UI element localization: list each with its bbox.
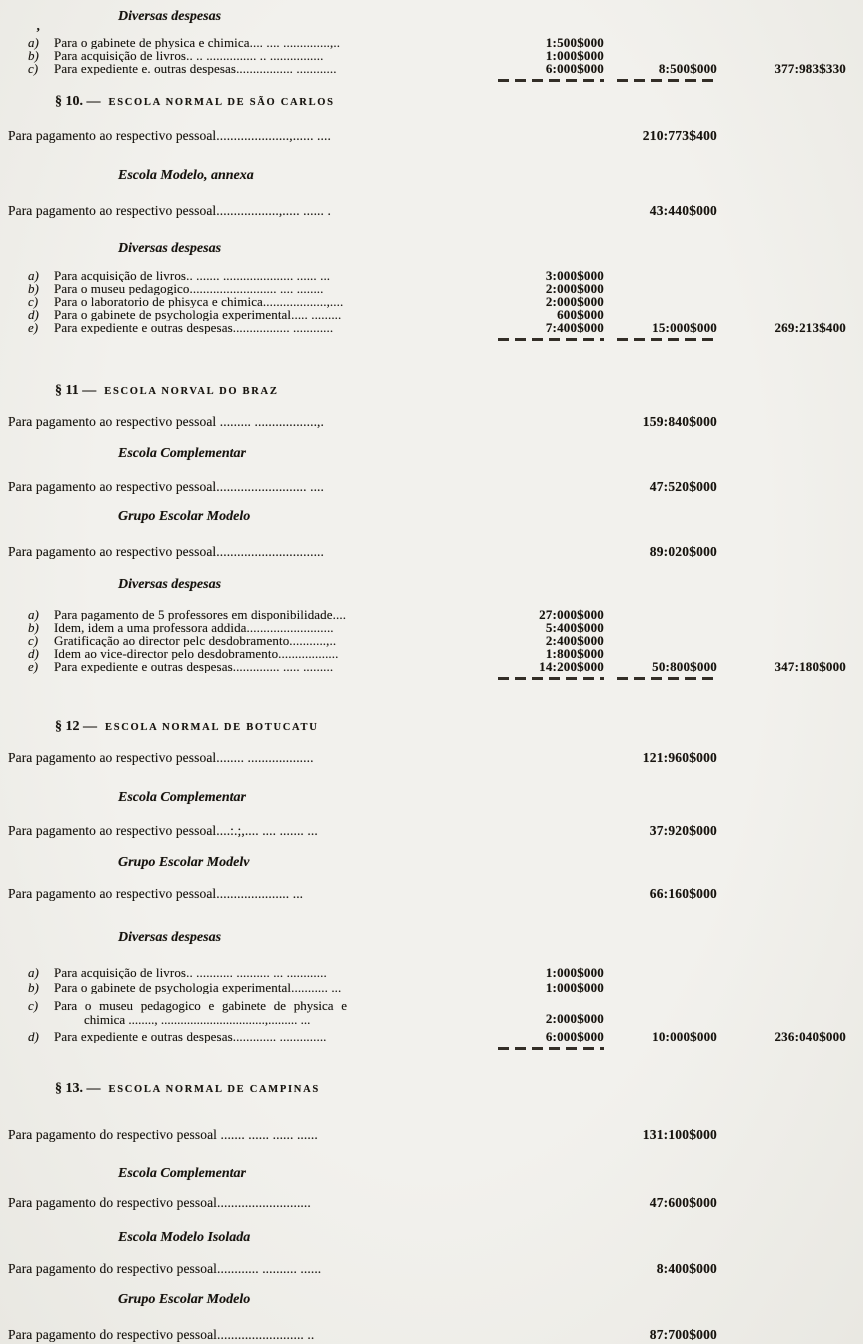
entry-letter: c) [28, 294, 39, 309]
section-title: ESCOLA NORMAL DE BOTUCATU [105, 722, 319, 733]
entry-amount-col3: 377:983$330 [774, 61, 846, 76]
expense-entry-row [0, 660, 863, 673]
dashed-rule-col2 [617, 677, 719, 680]
section-title: ESCOLA NORMAL DE CAMPINAS [108, 1084, 320, 1095]
section-heading-row [0, 95, 863, 110]
payment-line-row [0, 415, 863, 429]
subheading-row [0, 856, 863, 870]
expense-entry-row [0, 282, 863, 295]
section-title: ESCOLA NORMAL DE SÃO CARLOS [108, 97, 335, 108]
entry-letter: b) [28, 281, 39, 296]
entry-letter: d) [28, 307, 39, 322]
expense-entry-row [0, 1030, 863, 1043]
dashed-rule-row [0, 1047, 863, 1055]
entry-letter: b) [28, 620, 39, 635]
entry-letter: a) [28, 607, 39, 622]
section-number: § 13. — [55, 1081, 101, 1096]
entry-letter: e) [28, 659, 39, 674]
entry-description: Para acquisição de livros.. ....... ..................... ...... ... [54, 269, 331, 282]
payment-description: Para pagamento do respectivo pessoal ....... ...... ...... ...... [8, 1128, 318, 1142]
payment-amount: 47:600$000 [649, 1195, 717, 1210]
entry-description [54, 999, 515, 1027]
section-heading-row [0, 384, 863, 399]
payment-line-row [0, 1196, 863, 1210]
payment-description: Para pagamento ao respectivo pessoal ......... ..................,. [8, 415, 324, 429]
subheading-row [0, 242, 863, 256]
dashed-rule-row [0, 338, 863, 346]
payment-amount: 37:920$000 [649, 823, 717, 838]
payment-description: Para pagamento do respectivo pessoal......................... .. [8, 1328, 315, 1342]
payment-description: Para pagamento ao respectivo pessoal.....................,...... .... [8, 129, 331, 143]
entry-amount-col1: 1:500$000 [545, 35, 604, 50]
entry-letter: a) [28, 268, 39, 283]
payment-description: Para pagamento ao respectivo pessoal........ ................... [8, 751, 314, 765]
entry-amount-col1: 14:200$000 [539, 659, 604, 674]
subheading-text: Escola Complementar [118, 790, 246, 805]
payment-amount: 159:840$000 [642, 414, 717, 429]
payment-description: Para pagamento ao respectivo pessoal.......................... .... [8, 480, 324, 494]
entry-amount-col2: 10:000$000 [652, 1029, 717, 1044]
document-rows [0, 10, 863, 1342]
entry-letter: b) [28, 48, 39, 63]
payment-amount: 121:960$000 [642, 750, 717, 765]
entry-description: Para acquisição de livros.. .. ............... .. ................ [54, 49, 324, 62]
payment-description: Para pagamento do respectivo pessoal........................... [8, 1196, 311, 1210]
entry-amount-col3: 347:180$000 [774, 659, 846, 674]
subheading-text: Escola Complementar [118, 446, 246, 461]
payment-amount: 8:400$000 [656, 1261, 717, 1276]
expense-entry-row-twolines [0, 998, 863, 1027]
entry-description: Para o laboratorio de phisyca e chimica...................,.... [54, 295, 344, 308]
payment-description: Para pagamento do respectivo pessoal............ .......... ...... [8, 1262, 322, 1276]
subheading-row [0, 169, 863, 183]
expense-entry-row [0, 269, 863, 282]
entry-description: Para expediente e outras despesas............. .............. [54, 1030, 327, 1043]
entry-amount-col2: 15:000$000 [652, 320, 717, 335]
expense-entry-row [0, 295, 863, 308]
payment-amount: 89:020$000 [649, 544, 717, 559]
section-heading-row [0, 720, 863, 735]
section-number: § 11 — [55, 383, 97, 398]
expense-entry-row [0, 62, 863, 75]
entry-amount-col1: 2:000$000 [545, 281, 604, 296]
expense-entry-row [0, 634, 863, 647]
subheading-row [0, 931, 863, 945]
entry-amount-col1: 27:000$000 [539, 607, 604, 622]
section-heading-row [0, 1082, 863, 1097]
entry-description: Para o gabinete de psychologia experimental..... ......... [54, 308, 342, 321]
payment-description: Para pagamento ao respectivo pessoal............................... [8, 545, 324, 559]
entry-description: Para expediente e. outras despesas................. ............ [54, 62, 337, 75]
subheading-row [0, 1293, 863, 1307]
entry-letter: a) [28, 965, 39, 980]
entry-description: Para o museu pedagogico.......................... .... ........ [54, 282, 324, 295]
subheading-text: Diversas despesas [118, 9, 222, 24]
payment-line-row [0, 751, 863, 765]
payment-description: Para pagamento ao respectivo pessoal..................,..... ...... . [8, 204, 331, 218]
entry-description: Idem, idem a uma professora addida.......................... [54, 621, 334, 634]
subheading-text: Grupo Escolar Modelo [118, 1292, 251, 1307]
payment-description: Para pagamento ao respectivo pessoal....:.;,.... .... ....... ... [8, 824, 318, 838]
entry-description: Gratificação ao director pelc desdobramento...........,.. [54, 634, 337, 647]
payment-line-row [0, 1328, 863, 1342]
entry-amount-col1: 7:400$000 [545, 320, 604, 335]
dashed-rule-col1 [498, 338, 604, 341]
subheading-text: Escola Modelo Isolada [118, 1230, 251, 1245]
subheading-text: Grupo Escolar Modelo [118, 509, 251, 524]
subheading-row [0, 447, 863, 461]
expense-entry-row [0, 981, 863, 994]
expense-entry-row [0, 308, 863, 321]
payment-line-row [0, 204, 863, 218]
expense-entry-row [0, 966, 863, 979]
entry-description: Para o gabinete de psychologia experimental........... ... [54, 981, 342, 994]
payment-line-row [0, 129, 863, 143]
subheading-row [0, 1167, 863, 1181]
dashed-rule-col2 [617, 338, 719, 341]
entry-letter: c) [28, 61, 39, 76]
expense-entry-row [0, 36, 863, 49]
subheading-row [0, 791, 863, 805]
payment-amount: 210:773$400 [642, 128, 717, 143]
section-number: § 10. — [55, 94, 101, 109]
subheading-text: Escola Complementar [118, 1166, 246, 1181]
ink-speck: ‚ [36, 18, 41, 33]
payment-amount: 131:100$000 [642, 1127, 717, 1142]
subheading-text: Diversas despesas [118, 930, 222, 945]
entry-letter: d) [28, 1029, 39, 1044]
entry-amount-col1: 600$000 [557, 307, 604, 322]
entry-letter: e) [28, 320, 39, 335]
entry-description: Para acquisição de livros.. ........... .......... ... ............ [54, 966, 327, 979]
expense-entry-row [0, 647, 863, 660]
entry-amount-col1: 6:000$000 [545, 61, 604, 76]
payment-amount: 87:700$000 [649, 1327, 717, 1342]
entry-amount-col2: 8:500$000 [658, 61, 717, 76]
payment-amount: 47:520$000 [649, 479, 717, 494]
dashed-rule-col2 [617, 79, 719, 82]
entry-description: Para pagamento de 5 professores em disponibilidade.... [54, 608, 347, 621]
dashed-rule-row [0, 79, 863, 87]
entry-amount-col1: 1:000$000 [545, 48, 604, 63]
payment-line-row [0, 480, 863, 494]
entry-amount-col1: 2:400$000 [545, 633, 604, 648]
payment-line-row [0, 1262, 863, 1276]
payment-line-row [0, 887, 863, 901]
entry-amount-col3: 236:040$000 [774, 1029, 846, 1044]
entry-description-line1: Para o museu pedagogico e gabinete de physica e [54, 999, 348, 1013]
expense-entry-row [0, 49, 863, 62]
entry-amount-col1: 2:000$000 [545, 294, 604, 309]
entry-letter: b) [28, 980, 39, 995]
entry-description: Para expediente e outras despesas.............. ..... ......... [54, 660, 334, 673]
entry-letter: d) [28, 646, 39, 661]
section-number: § 12 — [55, 719, 97, 734]
entry-amount-col1: 2:000$000 [545, 1011, 604, 1026]
entry-amount-col1: 6:000$000 [545, 1029, 604, 1044]
entry-description-line2: chimica ........, ................................,......... ... [84, 1013, 311, 1027]
entry-description: Idem ao vice-director pelo desdobramento.................. [54, 647, 339, 660]
expense-entry-row [0, 321, 863, 334]
entry-amount-col1: 1:800$000 [545, 646, 604, 661]
payment-description: Para pagamento ao respectivo pessoal..................... ... [8, 887, 304, 901]
subheading-row [0, 1231, 863, 1245]
payment-line-row [0, 1128, 863, 1142]
entry-letter: c) [28, 633, 39, 648]
dashed-rule-col1 [498, 677, 604, 680]
dashed-rule-row [0, 677, 863, 685]
entry-description: Para o gabinete de physica e chimica.... .... ..............,.. [54, 36, 341, 49]
entry-amount-col1: 5:400$000 [545, 620, 604, 635]
expense-entry-row [0, 621, 863, 634]
subheading-row [0, 510, 863, 524]
subheading-text: Diversas despesas [118, 241, 222, 256]
expense-entry-row [0, 608, 863, 621]
payment-amount: 43:440$000 [649, 203, 717, 218]
entry-amount-col1: 3:000$000 [545, 268, 604, 283]
entry-amount-col1: 1:000$000 [545, 980, 604, 995]
entry-amount-col3: 269:213$400 [774, 320, 846, 335]
dashed-rule-col1 [498, 1047, 604, 1050]
entry-description: Para expediente e outras despesas................. ............ [54, 321, 334, 334]
entry-amount-col2: 50:800$000 [652, 659, 717, 674]
subheading-text: Diversas despesas [118, 577, 222, 592]
payment-line-row [0, 824, 863, 838]
entry-letter: c) [28, 998, 39, 1013]
dashed-rule-col1 [498, 79, 604, 82]
subheading-row [0, 578, 863, 592]
entry-amount-col1: 1:000$000 [545, 965, 604, 980]
subheading-row [0, 10, 863, 24]
subheading-text: Grupo Escolar Modelv [118, 855, 250, 870]
payment-line-row [0, 545, 863, 559]
entry-letter: a) [28, 35, 39, 50]
subheading-text: Escola Modelo, annexa [118, 168, 254, 183]
section-title: ESCOLA NORVAL DO BRAZ [104, 386, 279, 397]
payment-amount: 66:160$000 [649, 886, 717, 901]
